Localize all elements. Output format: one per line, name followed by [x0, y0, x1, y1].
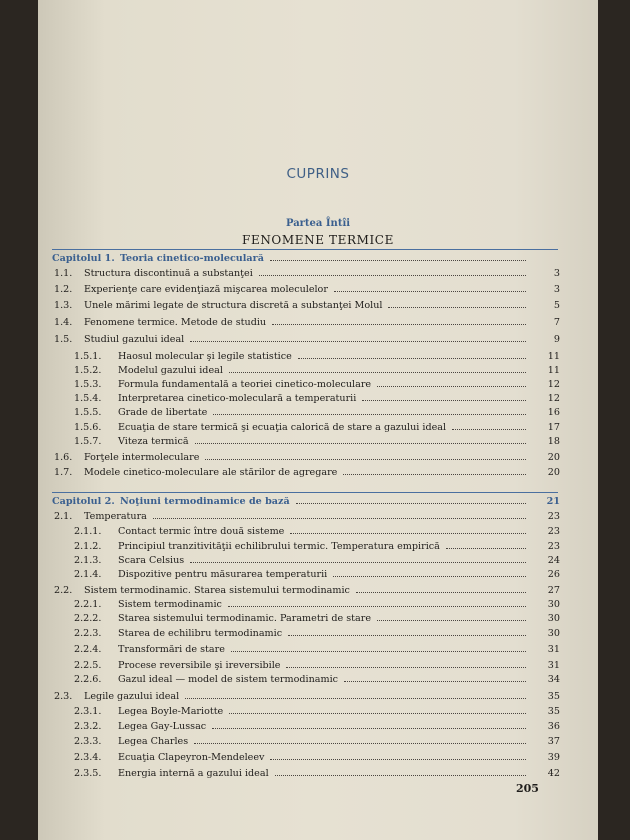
dot-leader	[190, 340, 526, 342]
part-label: Partea Întîi	[285, 218, 351, 229]
entry-title: Starea sistemului termodinamic. Parametri de stare	[118, 613, 372, 624]
entry-title: Legea Charles	[118, 736, 189, 747]
entry-number: 2.2.6.	[74, 674, 102, 685]
toc-entry	[38, 510, 560, 524]
entry-page: 36	[547, 721, 560, 732]
toc-entry	[38, 392, 560, 406]
entry-page: 23	[547, 511, 560, 522]
entry-page: 5	[553, 300, 560, 311]
entry-page: 20	[547, 467, 560, 478]
entry-page: 20	[547, 452, 560, 463]
toc-entry	[38, 378, 560, 392]
entry-page: 16	[547, 407, 560, 418]
dot-leader	[153, 517, 526, 519]
entry-title: Haosul molecular şi legile statistice	[118, 351, 292, 362]
dot-leader	[185, 697, 526, 699]
entry-title: Viteza termică	[118, 436, 189, 447]
entry-page: 11	[547, 365, 560, 376]
entry-number: 1.2.	[54, 284, 73, 295]
dot-leader	[259, 274, 526, 276]
toc-entry	[38, 720, 560, 734]
entry-number: 1.5.	[54, 334, 73, 345]
entry-number: 2.3.1.	[74, 706, 102, 717]
dot-leader	[228, 605, 526, 607]
dot-leader	[213, 413, 526, 415]
entry-title: Grade de libertate	[118, 407, 208, 418]
toc-entry	[38, 568, 560, 582]
dot-leader	[343, 473, 526, 475]
toc-entry	[38, 627, 560, 641]
dot-leader	[272, 323, 526, 325]
entry-number: 2.3.2.	[74, 721, 102, 732]
entry-title: Legile gazului ideal	[84, 691, 180, 702]
chapter-rule	[52, 492, 558, 493]
dot-leader	[195, 442, 526, 444]
entry-number: 1.3.	[54, 300, 73, 311]
toc-entry	[38, 705, 560, 719]
entry-number: 1.5.6.	[74, 422, 102, 433]
toc-entry	[38, 751, 560, 765]
entry-number: 2.3.3.	[74, 736, 102, 747]
entry-number: 1.7.	[54, 467, 73, 478]
entry-page: 35	[547, 706, 560, 717]
entry-number: 2.2.5.	[74, 660, 102, 671]
toc-entry	[38, 525, 560, 539]
chapter-rule	[52, 249, 558, 250]
entry-page: 11	[547, 351, 560, 362]
entry-title: Structura discontinuă a substanţei	[84, 268, 253, 279]
entry-number: 1.5.7.	[74, 436, 102, 447]
toc-entry	[38, 316, 560, 330]
toc-entry	[38, 540, 560, 554]
toc-entry	[38, 267, 560, 281]
toc-entry	[38, 283, 560, 297]
entry-page: 12	[547, 393, 560, 404]
entry-title: Ecuaţia de stare termică şi ecuaţia calorică de stare a gazului ideal	[118, 422, 447, 433]
entry-page: 21	[546, 496, 560, 507]
dot-leader	[333, 575, 526, 577]
chapter-heading	[38, 495, 560, 509]
toc-entry	[38, 554, 560, 568]
entry-title: Dispozitive pentru măsurarea temperaturii	[118, 569, 328, 580]
dot-leader	[344, 680, 526, 682]
dot-leader	[229, 712, 526, 714]
entry-title: Noţiuni termodinamice de bază	[120, 496, 290, 507]
dot-leader	[205, 458, 526, 460]
entry-title: Contact termic între două sisteme	[118, 526, 285, 537]
entry-number: 2.2.	[54, 585, 73, 596]
entry-number: 2.1.1.	[74, 526, 102, 537]
entry-page: 3	[553, 268, 560, 279]
entry-number: 2.2.2.	[74, 613, 102, 624]
dot-leader	[452, 428, 526, 430]
toc-entry	[38, 299, 560, 313]
dot-leader	[194, 742, 526, 744]
entry-page: 24	[547, 555, 560, 566]
entry-title: Sistem termodinamic. Starea sistemului termodinamic	[84, 585, 350, 596]
dot-leader	[446, 547, 526, 549]
dot-leader	[190, 561, 526, 563]
page-title: CUPRINS	[286, 166, 350, 182]
toc-entry	[38, 350, 560, 364]
dot-leader	[270, 758, 526, 760]
toc-entry	[38, 584, 560, 598]
entry-title: Temperatura	[84, 511, 147, 522]
entry-number: 1.5.1.	[74, 351, 102, 362]
toc-entry	[38, 767, 560, 781]
entry-title: Scara Celsius	[118, 555, 185, 566]
entry-page: 37	[547, 736, 560, 747]
entry-page: 27	[547, 585, 560, 596]
entry-page: 3	[553, 284, 560, 295]
dot-leader	[231, 650, 526, 652]
dot-leader	[229, 371, 526, 373]
entry-page: 26	[547, 569, 560, 580]
dot-leader	[362, 399, 526, 401]
toc-entry	[38, 598, 560, 612]
toc-entry	[38, 643, 560, 657]
entry-page: 18	[547, 436, 560, 447]
toc-entry	[38, 735, 560, 749]
entry-number: 2.3.	[54, 691, 73, 702]
entry-number: Capitolul 2.	[52, 496, 115, 507]
entry-number: 2.2.1.	[74, 599, 102, 610]
dot-leader	[298, 357, 526, 359]
dot-leader	[288, 634, 526, 636]
entry-number: Capitolul 1.	[52, 253, 115, 264]
chapter-heading	[38, 252, 560, 266]
entry-number: 2.2.4.	[74, 644, 102, 655]
entry-page: 23	[547, 526, 560, 537]
toc-entry	[38, 690, 560, 704]
entry-number: 2.1.	[54, 511, 73, 522]
toc-entry	[38, 673, 560, 687]
toc-entry	[38, 421, 560, 435]
entry-title: Principiul tranzitivităţii echilibrului termic. Temperatura empirică	[118, 541, 440, 552]
entry-title: Sistem termodinamic	[118, 599, 222, 610]
entry-page: 12	[547, 379, 560, 390]
entry-page: 39	[547, 752, 560, 763]
entry-page: 17	[547, 422, 560, 433]
toc-entry	[38, 406, 560, 420]
dot-leader	[388, 306, 526, 308]
entry-title: Unele mărimi legate de structura discretă a substanţei Molul	[84, 300, 383, 311]
dot-leader	[377, 385, 526, 387]
entry-title: Energia internă a gazului ideal	[118, 768, 269, 779]
toc-entry	[38, 364, 560, 378]
dot-leader	[377, 619, 526, 621]
toc-entry	[38, 659, 560, 673]
entry-title: Modele cinetico-moleculare ale stărilor de agregare	[84, 467, 338, 478]
entry-page: 23	[547, 541, 560, 552]
entry-title: Formula fundamentală a teoriei cinetico-moleculare	[118, 379, 372, 390]
dot-leader	[212, 727, 526, 729]
entry-number: 2.3.5.	[74, 768, 102, 779]
entry-title: Legea Gay-Lussac	[118, 721, 207, 732]
entry-number: 1.5.4.	[74, 393, 102, 404]
dot-leader	[334, 290, 526, 292]
entry-page: 30	[547, 599, 560, 610]
toc-entry	[38, 451, 560, 465]
entry-title: Fenomene termice. Metode de studiu	[84, 317, 267, 328]
entry-page: 42	[547, 768, 560, 779]
entry-number: 2.2.3.	[74, 628, 102, 639]
book-page	[38, 0, 598, 840]
entry-title: Modelul gazului ideal	[118, 365, 223, 376]
entry-page: 30	[547, 628, 560, 639]
toc-entry	[38, 612, 560, 626]
toc-entry	[38, 435, 560, 449]
entry-number: 1.5.5.	[74, 407, 102, 418]
entry-title: Starea de echilibru termodinamic	[118, 628, 283, 639]
dot-leader	[270, 259, 526, 261]
entry-number: 1.6.	[54, 452, 73, 463]
entry-number: 2.1.2.	[74, 541, 102, 552]
entry-page: 30	[547, 613, 560, 624]
entry-title: Legea Boyle-Mariotte	[118, 706, 224, 717]
entry-title: Forţele intermoleculare	[84, 452, 200, 463]
dot-leader	[356, 591, 526, 593]
entry-number: 1.1.	[54, 268, 73, 279]
entry-title: Interpretarea cinetico-moleculară a temperaturii	[118, 393, 357, 404]
toc-entry	[38, 466, 560, 480]
entry-number: 1.4.	[54, 317, 73, 328]
dot-leader	[286, 666, 526, 668]
entry-number: 2.3.4.	[74, 752, 102, 763]
entry-page: 31	[547, 644, 560, 655]
entry-page: 34	[547, 674, 560, 685]
entry-number: 2.1.4.	[74, 569, 102, 580]
entry-title: Experienţe care evidenţiază mişcarea moleculelor	[84, 284, 328, 295]
dot-leader	[290, 532, 526, 534]
entry-number: 2.1.3.	[74, 555, 102, 566]
part-title: FENOMENE TERMICE	[242, 233, 394, 247]
toc-entry	[38, 333, 560, 347]
entry-page: 35	[547, 691, 560, 702]
entry-number: 1.5.2.	[74, 365, 102, 376]
page-number: 205	[516, 782, 539, 795]
entry-number: 1.5.3.	[74, 379, 102, 390]
entry-title: Transformări de stare	[118, 644, 225, 655]
entry-title: Procese reversibile şi ireversibile	[118, 660, 281, 671]
entry-title: Studiul gazului ideal	[84, 334, 185, 345]
dot-leader	[275, 774, 526, 776]
entry-title: Teoria cinetico-moleculară	[120, 253, 264, 264]
entry-title: Gazul ideal — model de sistem termodinamic	[118, 674, 339, 685]
entry-title: Ecuaţia Clapeyron-Mendeleev	[118, 752, 265, 763]
entry-page: 9	[553, 334, 560, 345]
dot-leader	[296, 502, 526, 504]
entry-page: 7	[553, 317, 560, 328]
entry-page: 31	[547, 660, 560, 671]
